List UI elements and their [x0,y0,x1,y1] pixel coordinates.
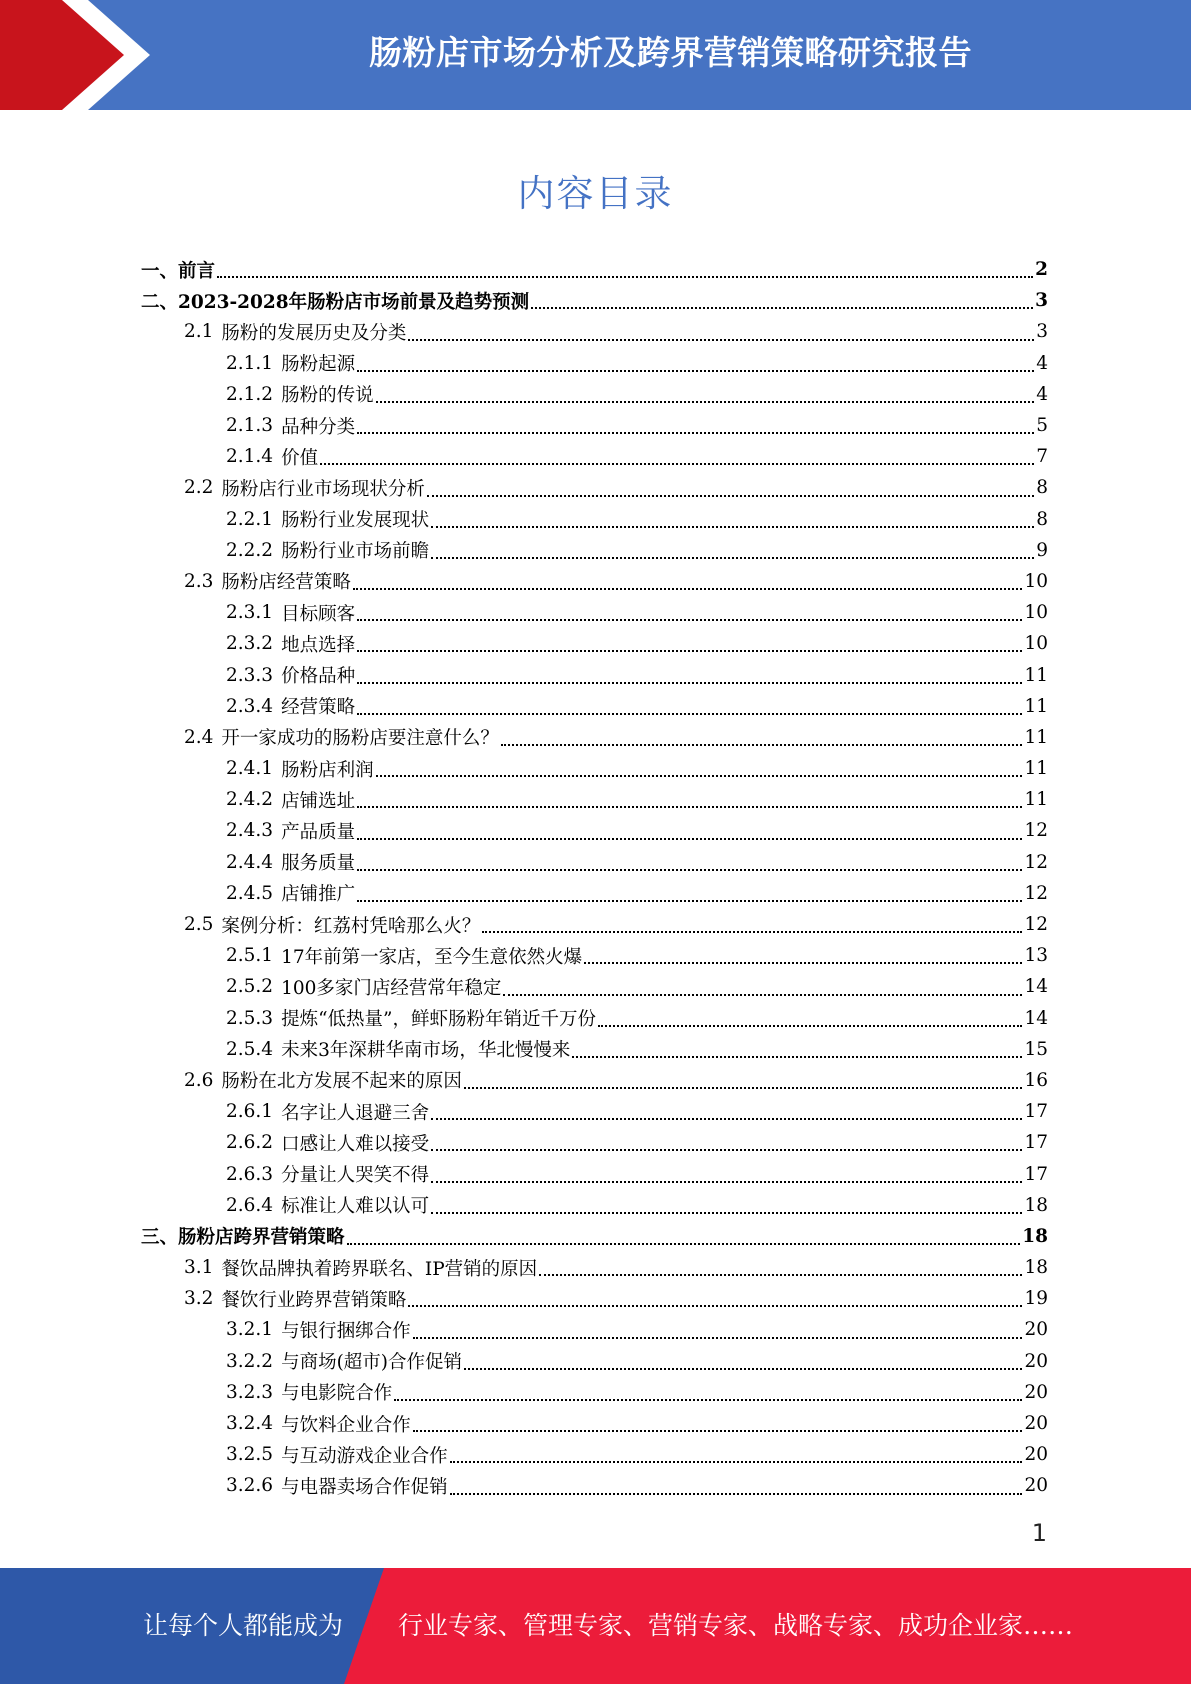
toc-entry-title: 价格品种 [281,666,356,688]
toc-entry[interactable] [0,504,1191,535]
toc-entry[interactable] [0,659,1191,690]
toc-entry-title: 前言 [178,260,216,282]
toc-dot-leader [347,1242,1021,1245]
report-title: 肠粉店市场分析及跨界营销策略研究报告 [369,33,972,72]
toc-entry-number: 2.4.3 [226,820,274,842]
toc-entry-page: 20 [1024,1413,1048,1435]
toc-entry-page: 2 [1035,259,1048,281]
toc-entry-page: 5 [1036,415,1048,437]
toc-entry-number: 2.4.2 [226,789,274,811]
toc-entry-number: 2.2.2 [226,539,274,561]
toc-entry[interactable] [0,285,1191,316]
toc-entry-title: 与饮料企业合作 [281,1414,411,1436]
header-arrow-decoration [0,0,150,110]
toc-entry[interactable] [0,1158,1191,1189]
toc-entry-number: 2.6 [184,1069,214,1091]
toc-entry-title: 价值 [281,447,319,469]
toc-entry[interactable] [0,1314,1191,1345]
toc-entry-page: 14 [1024,976,1048,998]
toc-entry-number: 3.2.1 [226,1319,274,1341]
toc-entry-number: 2.3 [184,570,214,592]
toc-entry-number: 2.3.2 [226,633,274,655]
toc-entry[interactable] [0,971,1191,1002]
toc-entry-page: 7 [1036,446,1048,468]
toc-entry-page: 11 [1024,758,1048,780]
toc-dot-leader [431,1117,1022,1120]
toc-entry-page: 12 [1024,882,1048,904]
toc-entry-number: 2.1.4 [226,446,274,468]
toc-entry[interactable] [0,784,1191,815]
toc-entry-title: 肠粉的传说 [281,385,374,407]
toc-dot-leader [320,462,1034,465]
toc-entry[interactable] [0,1408,1191,1439]
toc-entry-page: 8 [1036,477,1048,499]
toc-entry[interactable] [0,940,1191,971]
toc-entry-page: 3 [1035,290,1048,312]
toc-entry-page: 18 [1024,1257,1048,1279]
toc-dot-leader [357,712,1022,715]
toc-entry[interactable] [0,1252,1191,1283]
toc-entry-page: 8 [1036,508,1048,530]
page-number: 1 [1031,1519,1047,1547]
toc-entry-title: 经营策略 [281,697,356,719]
toc-dot-leader [408,338,1034,341]
toc-dot-leader [408,1304,1022,1307]
toc-entry-title: 肠粉店经营策略 [221,572,351,594]
toc-entry-title: 案例分析：红荔村凭啥那么火？ [221,915,481,937]
toc-dot-leader [357,805,1022,808]
toc-dot-leader [450,1492,1023,1495]
toc-entry-title: 品种分类 [281,416,356,438]
toc-entry[interactable] [0,379,1191,410]
toc-entry-page: 12 [1024,914,1048,936]
toc-dot-leader [598,1024,1022,1027]
report-header [0,0,1191,110]
toc-entry-title: 与互动游戏企业合作 [281,1445,448,1467]
toc-dot-leader [427,494,1034,497]
toc-entry-title: 肠粉行业发展现状 [281,510,430,532]
toc-dot-leader [376,774,1023,777]
toc-entry-page: 3 [1036,321,1048,343]
toc-entry-title: 17年前第一家店，至今生意依然火爆 [281,946,583,968]
toc-entry-number: 2.1.2 [226,383,274,405]
toc-entry[interactable] [0,1034,1191,1065]
toc-entry-page: 11 [1024,726,1048,748]
toc-entry[interactable] [0,1470,1191,1501]
toc-dot-leader [482,930,1022,933]
toc-entry-number: 3.2.4 [226,1413,274,1435]
toc-dot-leader [413,1336,1023,1339]
toc-entry[interactable] [0,847,1191,878]
toc-entry-title: 地点选择 [281,634,356,656]
toc-dot-leader [217,275,1033,278]
toc-dot-leader [503,993,1022,996]
toc-entry-title: 开一家成功的肠粉店要注意什么？ [221,728,499,750]
toc-entry-number: 一、 [141,260,179,282]
toc-entry-page: 4 [1036,352,1048,374]
toc-entry-title: 目标顾客 [281,603,356,625]
toc-dot-leader [357,681,1022,684]
toc-entry-number: 2.5.4 [226,1038,274,1060]
toc-entry-title: 肠粉行业市场前瞻 [281,541,430,563]
toc-entry[interactable] [0,1190,1191,1221]
toc-entry[interactable] [0,410,1191,441]
toc-dot-leader [394,1398,1022,1401]
toc-entry[interactable] [0,597,1191,628]
toc-entry-title: 名字让人退避三舍 [281,1102,430,1124]
toc-entry-page: 18 [1022,1225,1048,1247]
toc-dot-leader [539,1273,1022,1276]
toc-entry-number: 2.3.4 [226,695,274,717]
toc-entry-page: 15 [1024,1038,1048,1060]
toc-entry-title: 店铺推广 [281,884,356,906]
toc-entry-page: 10 [1024,602,1048,624]
toc-entry-page: 10 [1024,633,1048,655]
toc-entry-page: 17 [1024,1101,1048,1123]
toc-entry[interactable] [0,1096,1191,1127]
toc-entry-title: 2023-2028年肠粉店市场前景及趋势预测 [178,291,530,313]
toc-dot-leader [431,1148,1022,1151]
toc-dot-leader [431,525,1034,528]
toc-entry-page: 10 [1024,570,1048,592]
toc-entry-title: 肠粉店利润 [281,759,374,781]
toc-entry-number: 3.2.3 [226,1381,274,1403]
toc-entry-number: 二、 [141,291,179,313]
toc-entry-page: 20 [1024,1350,1048,1372]
toc-entry-title: 分量让人哭笑不得 [281,1165,430,1187]
toc-entry-title: 店铺选址 [281,790,356,812]
toc-entry-title: 肠粉起源 [281,354,356,376]
toc-entry[interactable] [0,566,1191,597]
toc-entry[interactable] [0,1003,1191,1034]
toc-dot-leader [413,1429,1023,1432]
toc-entry-number: 2.4.1 [226,758,274,780]
toc-entry[interactable] [0,878,1191,909]
toc-entry-number: 2.1 [184,321,214,343]
toc-entry-title: 餐饮品牌执着跨界联名、IP营销的原因 [221,1258,538,1280]
toc-entry[interactable] [0,1377,1191,1408]
toc-entry-title: 100多家门店经营常年稳定 [281,977,502,999]
toc-entry-page: 12 [1024,820,1048,842]
toc-dot-leader [464,1086,1023,1089]
toc-entry-title: 与银行捆绑合作 [281,1320,411,1342]
toc-entry-page: 20 [1024,1475,1048,1497]
toc-entry-number: 2.5.1 [226,945,274,967]
toc-entry-page: 16 [1024,1069,1048,1091]
toc-entry-title: 肠粉店行业市场现状分析 [221,478,425,500]
toc-entry[interactable] [0,909,1191,940]
toc-dot-leader [357,899,1022,902]
toc-dot-leader [584,961,1022,964]
toc-entry-number: 2.1.1 [226,352,274,374]
toc-entry-number: 2.2.1 [226,508,274,530]
footer-slogan-left: 让每个人都能成为 [143,1611,344,1640]
toc-entry[interactable] [0,1346,1191,1377]
toc-dot-leader [464,1367,1022,1370]
toc-entry-page: 17 [1024,1163,1048,1185]
toc-entry-page: 11 [1024,664,1048,686]
toc-entry[interactable] [0,1065,1191,1096]
toc-dot-leader [357,369,1034,372]
toc-dot-leader [431,556,1034,559]
toc-entry-title: 未来3年深耕华南市场，华北慢慢来 [281,1040,571,1062]
footer-banner [0,1568,1191,1684]
toc-entry[interactable] [0,722,1191,753]
toc-entry-page: 19 [1024,1288,1048,1310]
toc-entry-title: 餐饮行业跨界营销策略 [221,1289,407,1311]
toc-entry[interactable] [0,691,1191,722]
toc-dot-leader [531,306,1033,309]
toc-entry[interactable] [0,348,1191,379]
toc-entry-number: 2.3.1 [226,602,274,624]
footer-slogan-right: 行业专家、管理专家、营销专家、战略专家、成功企业家…… [398,1611,1074,1640]
toc-entry-page: 18 [1024,1194,1048,1216]
toc-entry[interactable] [0,472,1191,503]
toc-entry[interactable] [0,535,1191,566]
toc-entry-number: 2.4.5 [226,882,274,904]
toc-entry[interactable] [0,441,1191,472]
toc-entry[interactable] [0,316,1191,347]
toc-entry-page: 13 [1024,945,1048,967]
toc-dot-leader [357,618,1022,621]
toc-entry-number: 2.1.3 [226,415,274,437]
toc-entry-title: 标准让人难以认可 [281,1196,430,1218]
toc-entry-number: 2.2 [184,477,214,499]
toc-entry-page: 4 [1036,383,1048,405]
toc-entry-title: 与电器卖场合作促销 [281,1476,448,1498]
toc-entry[interactable] [0,1221,1191,1252]
toc-heading: 内容目录 [517,172,674,215]
toc-entry-number: 3.2 [184,1288,214,1310]
toc-entry-page: 11 [1024,789,1048,811]
toc-entry-title: 肠粉店跨界营销策略 [178,1227,345,1249]
toc-entry[interactable] [0,1283,1191,1314]
toc-entry-title: 提炼“低热量”，鲜虾肠粉年销近千万份 [281,1009,596,1031]
toc-entry-number: 3.2.6 [226,1475,274,1497]
toc-entry[interactable] [0,254,1191,285]
toc-entry-title: 口感让人难以接受 [281,1133,430,1155]
toc-entry-number: 2.4.4 [226,851,274,873]
toc-entry-page: 20 [1024,1319,1048,1341]
toc-dot-leader [357,837,1022,840]
toc-entry-number: 2.6.1 [226,1101,274,1123]
toc-entry[interactable] [0,1127,1191,1158]
toc-entry-title: 肠粉的发展历史及分类 [221,322,407,344]
toc-entry-number: 2.6.4 [226,1194,274,1216]
toc-dot-leader [376,400,1035,403]
toc-entry[interactable] [0,815,1191,846]
table-of-contents [0,254,1191,1502]
toc-entry-title: 产品质量 [281,821,356,843]
toc-entry-number: 3.1 [184,1257,214,1279]
toc-dot-leader [357,649,1022,652]
toc-dot-leader [431,1180,1022,1183]
toc-entry-number: 三、 [141,1227,179,1249]
toc-entry[interactable] [0,628,1191,659]
toc-entry-page: 11 [1024,695,1048,717]
toc-entry-page: 20 [1024,1381,1048,1403]
toc-dot-leader [572,1055,1022,1058]
toc-entry-page: 14 [1024,1007,1048,1029]
toc-entry-number: 3.2.5 [226,1444,274,1466]
toc-entry-number: 2.5.3 [226,1007,274,1029]
toc-dot-leader [431,1211,1022,1214]
toc-entry-number: 3.2.2 [226,1350,274,1372]
toc-dot-leader [353,587,1023,590]
toc-dot-leader [501,743,1023,746]
toc-entry-title: 与电影院合作 [281,1383,393,1405]
toc-dot-leader [357,431,1034,434]
toc-entry-number: 2.3.3 [226,664,274,686]
toc-entry-page: 9 [1036,539,1048,561]
toc-entry-page: 20 [1024,1444,1048,1466]
toc-dot-leader [357,868,1022,871]
toc-entry-title: 与商场(超市)合作促销 [281,1352,463,1374]
toc-entry-page: 17 [1024,1132,1048,1154]
toc-entry[interactable] [0,753,1191,784]
toc-entry-number: 2.6.3 [226,1163,274,1185]
toc-entry-page: 12 [1024,851,1048,873]
toc-entry-title: 服务质量 [281,853,356,875]
toc-entry-number: 2.5.2 [226,976,274,998]
toc-entry-number: 2.4 [184,726,214,748]
toc-entry-number: 2.5 [184,914,214,936]
toc-dot-leader [450,1460,1023,1463]
toc-entry-number: 2.6.2 [226,1132,274,1154]
toc-entry-title: 肠粉在北方发展不起来的原因 [221,1071,462,1093]
toc-entry[interactable] [0,1439,1191,1470]
